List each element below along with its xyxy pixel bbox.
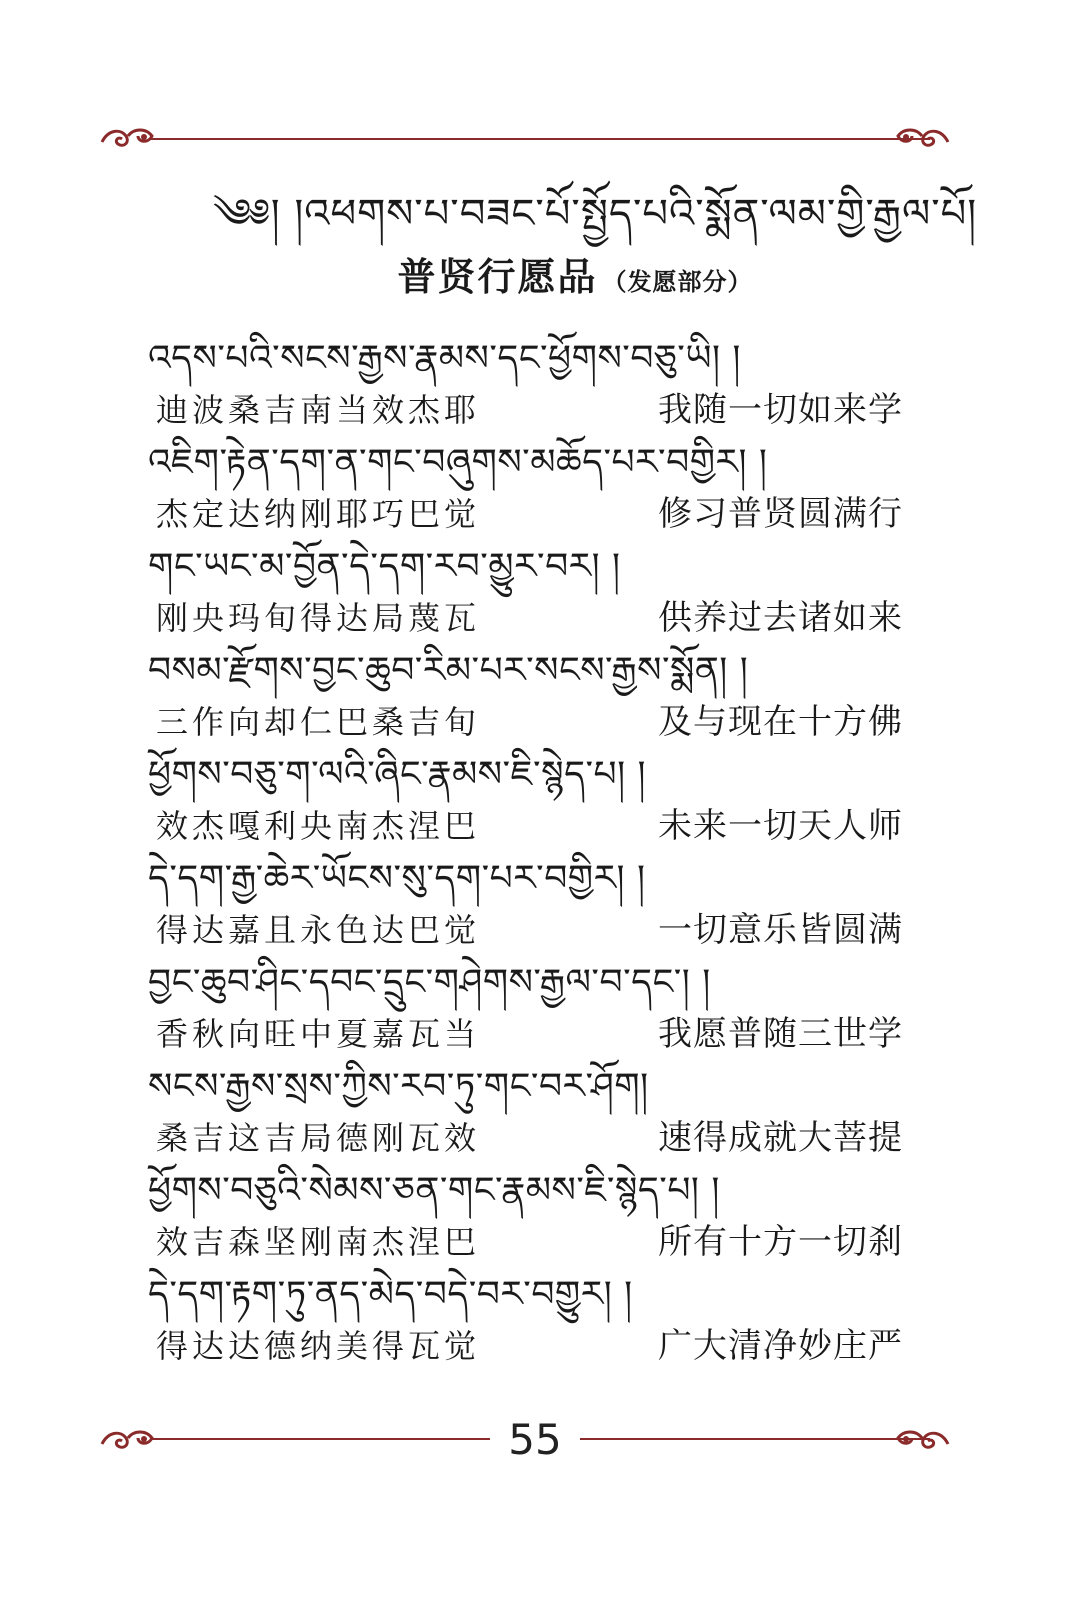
verse-row	[148, 1010, 928, 1060]
tibetan-line: གང་ཡང་མ་བྱོན་དེ་དག་རབ་མྱུར་བར། །	[148, 546, 621, 587]
verse-item	[148, 956, 928, 1060]
translation-line: 及与现在十方佛	[658, 702, 903, 742]
verse-item	[148, 332, 928, 436]
verse-row	[148, 386, 928, 436]
verse-row	[148, 906, 928, 956]
verse-row	[148, 490, 928, 540]
verse-item	[148, 1060, 928, 1164]
verse-row	[148, 1218, 928, 1268]
page-subtitle: （发愿部分）	[602, 267, 753, 296]
tibetan-line: ཕྱོགས་བཅུའི་སེམས་ཅན་གང་རྣམས་ཇི་སྙེད་པ། །	[148, 1170, 720, 1211]
scroll-ornament-icon	[892, 122, 952, 152]
transliteration-line: 效杰嘎利央南杰涅巴	[156, 807, 481, 845]
transliteration-line: 效吉森坚刚南杰涅巴	[156, 1223, 481, 1261]
verse-row	[148, 1114, 928, 1164]
translation-line: 我随一切如来学	[658, 390, 903, 430]
transliteration-line: 杰定达纳刚耶巧巴觉	[156, 495, 481, 533]
tibetan-line: འཇིག་རྟེན་དག་ན་གང་བཞུགས་མཆོད་པར་བགྱིར། །	[148, 442, 768, 483]
tibetan-title: ༄༅། །འཕགས་པ་བཟང་པོ་སྤྱོད་པའི་སྨོན་ལམ་གྱི་རྒྱལ་པོ།	[212, 191, 978, 237]
chinese-title-line	[70, 246, 1080, 301]
verse-list	[148, 332, 928, 1372]
tibetan-line: བྱང་ཆུབ་ཤིང་དབང་དྲུང་གཤེགས་རྒྱལ་བ་དང་། །	[148, 962, 711, 1003]
transliteration-line: 香秋向旺中夏嘉瓦当	[156, 1015, 481, 1053]
scroll-ornament-icon	[892, 1424, 952, 1454]
transliteration-line: 得达达德纳美得瓦觉	[156, 1327, 481, 1365]
translation-line: 供养过去诸如来	[658, 598, 903, 638]
page-number: 55	[490, 1412, 580, 1468]
translation-line: 我愿普随三世学	[658, 1014, 903, 1054]
tibetan-line: སངས་རྒྱས་སྲས་ཀྱིས་རབ་ཏུ་གང་བར་ཤོག།	[148, 1066, 649, 1107]
tibetan-line: འདས་པའི་སངས་རྒྱས་རྣམས་དང་ཕྱོགས་བཅུ་ཡི། །	[148, 338, 741, 379]
verse-item	[148, 436, 928, 540]
verse-row	[148, 802, 928, 852]
scroll-ornament-icon	[98, 122, 158, 152]
tibetan-line: དེ་དག་རྟག་ཏུ་ནད་མེད་བདེ་བར་བགྱུར། །	[148, 1274, 633, 1315]
transliteration-line: 刚央玛旬得达局蔑瓦	[156, 599, 481, 637]
translation-line: 所有十方一切刹	[658, 1222, 903, 1262]
header-rule	[150, 138, 930, 140]
transliteration-line: 桑吉这吉局德刚瓦效	[156, 1119, 481, 1157]
verse-item	[148, 748, 928, 852]
tibetan-line: བསམ་རྫོགས་བྱང་ཆུབ་རིམ་པར་སངས་རྒྱས་སྨོན། །	[148, 650, 749, 691]
translation-line: 一切意乐皆圆满	[658, 910, 903, 950]
transliteration-line: 三作向却仁巴桑吉旬	[156, 703, 481, 741]
verse-item	[148, 852, 928, 956]
scroll-ornament-icon	[98, 1424, 158, 1454]
translation-line: 未来一切天人师	[658, 806, 903, 846]
verse-row	[148, 698, 928, 748]
tibetan-line: ཕྱོགས་བཅུ་ག་ལའི་ཞིང་རྣམས་ཇི་སྙེད་པ། །	[148, 754, 647, 795]
verse-item	[148, 1164, 928, 1268]
transliteration-line: 迪波桑吉南当效杰耶	[156, 391, 481, 429]
tibetan-line: དེ་དག་རྒྱ་ཆེར་ཡོངས་སུ་དག་པར་བགྱིར། །	[148, 858, 646, 899]
verse-row	[148, 594, 928, 644]
page-title: 普贤行愿品	[397, 255, 598, 299]
translation-line: 广大清净妙庄严	[658, 1326, 903, 1366]
translation-line: 速得成就大菩提	[658, 1118, 903, 1158]
translation-line: 修习普贤圆满行	[658, 494, 903, 534]
verse-item	[148, 540, 928, 644]
verse-row	[148, 1322, 928, 1372]
title-block	[0, 188, 1080, 301]
transliteration-line: 得达嘉且永色达巴觉	[156, 911, 481, 949]
verse-item	[148, 1268, 928, 1372]
verse-item	[148, 644, 928, 748]
